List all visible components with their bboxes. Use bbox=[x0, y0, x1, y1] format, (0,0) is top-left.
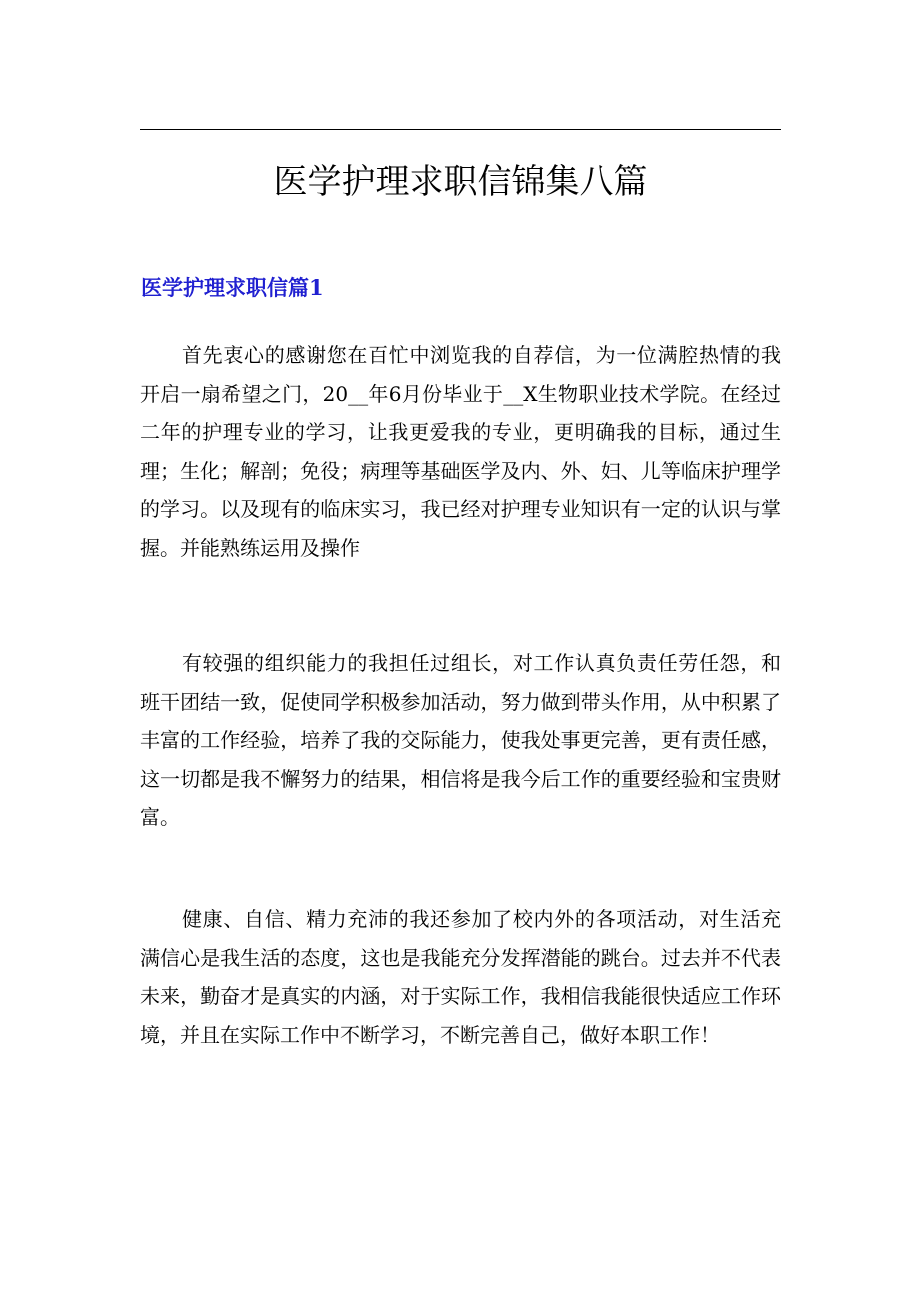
paragraph-3: 健康、自信、精力充沛的我还参加了校内外的各项活动，对生活充满信心是我生活的态度，这也是我能充分发挥潜能的跳台。过去并不代表未来，勤奋才是真实的内涵，对于实际工作，我相信我能很快适应工作环境，并且在实际工作中不断学习，不断完善自己，做好本职工作！ bbox=[140, 907, 781, 1047]
document-title: 医学护理求职信锦集八篇 bbox=[273, 162, 648, 202]
paragraph-2: 有较强的组织能力的我担任过组长，对工作认真负责任劳任怨，和班干团结一致，促使同学积极参加活动，努力做到带头作用，从中积累了丰富的工作经验，培养了我的交际能力，使我处事更完善，更有责任感，这一切都是我不懈努力的结果，相信将是我今后工作的重要经验和宝贵财富。 bbox=[140, 651, 781, 830]
paragraph-1: 首先衷心的感谢您在百忙中浏览我的自荐信，为一位满腔热情的我开启一扇希望之门，20__年6月份毕业于__X生物职业技术学院。在经过二年的护理专业的学习，让我更爱我的专业，更明确我的目标，通过生理；生化；解剖；免役；病理等基础医学及内、外、妇、儿等临床护理学的学习。以及现有的临床实习，我已经对护理专业知识有一定的认识与掌握。并能熟练运用及操作 bbox=[140, 343, 781, 560]
section-heading: 医学护理求职信篇1 bbox=[141, 275, 324, 300]
header-rule bbox=[140, 129, 781, 130]
